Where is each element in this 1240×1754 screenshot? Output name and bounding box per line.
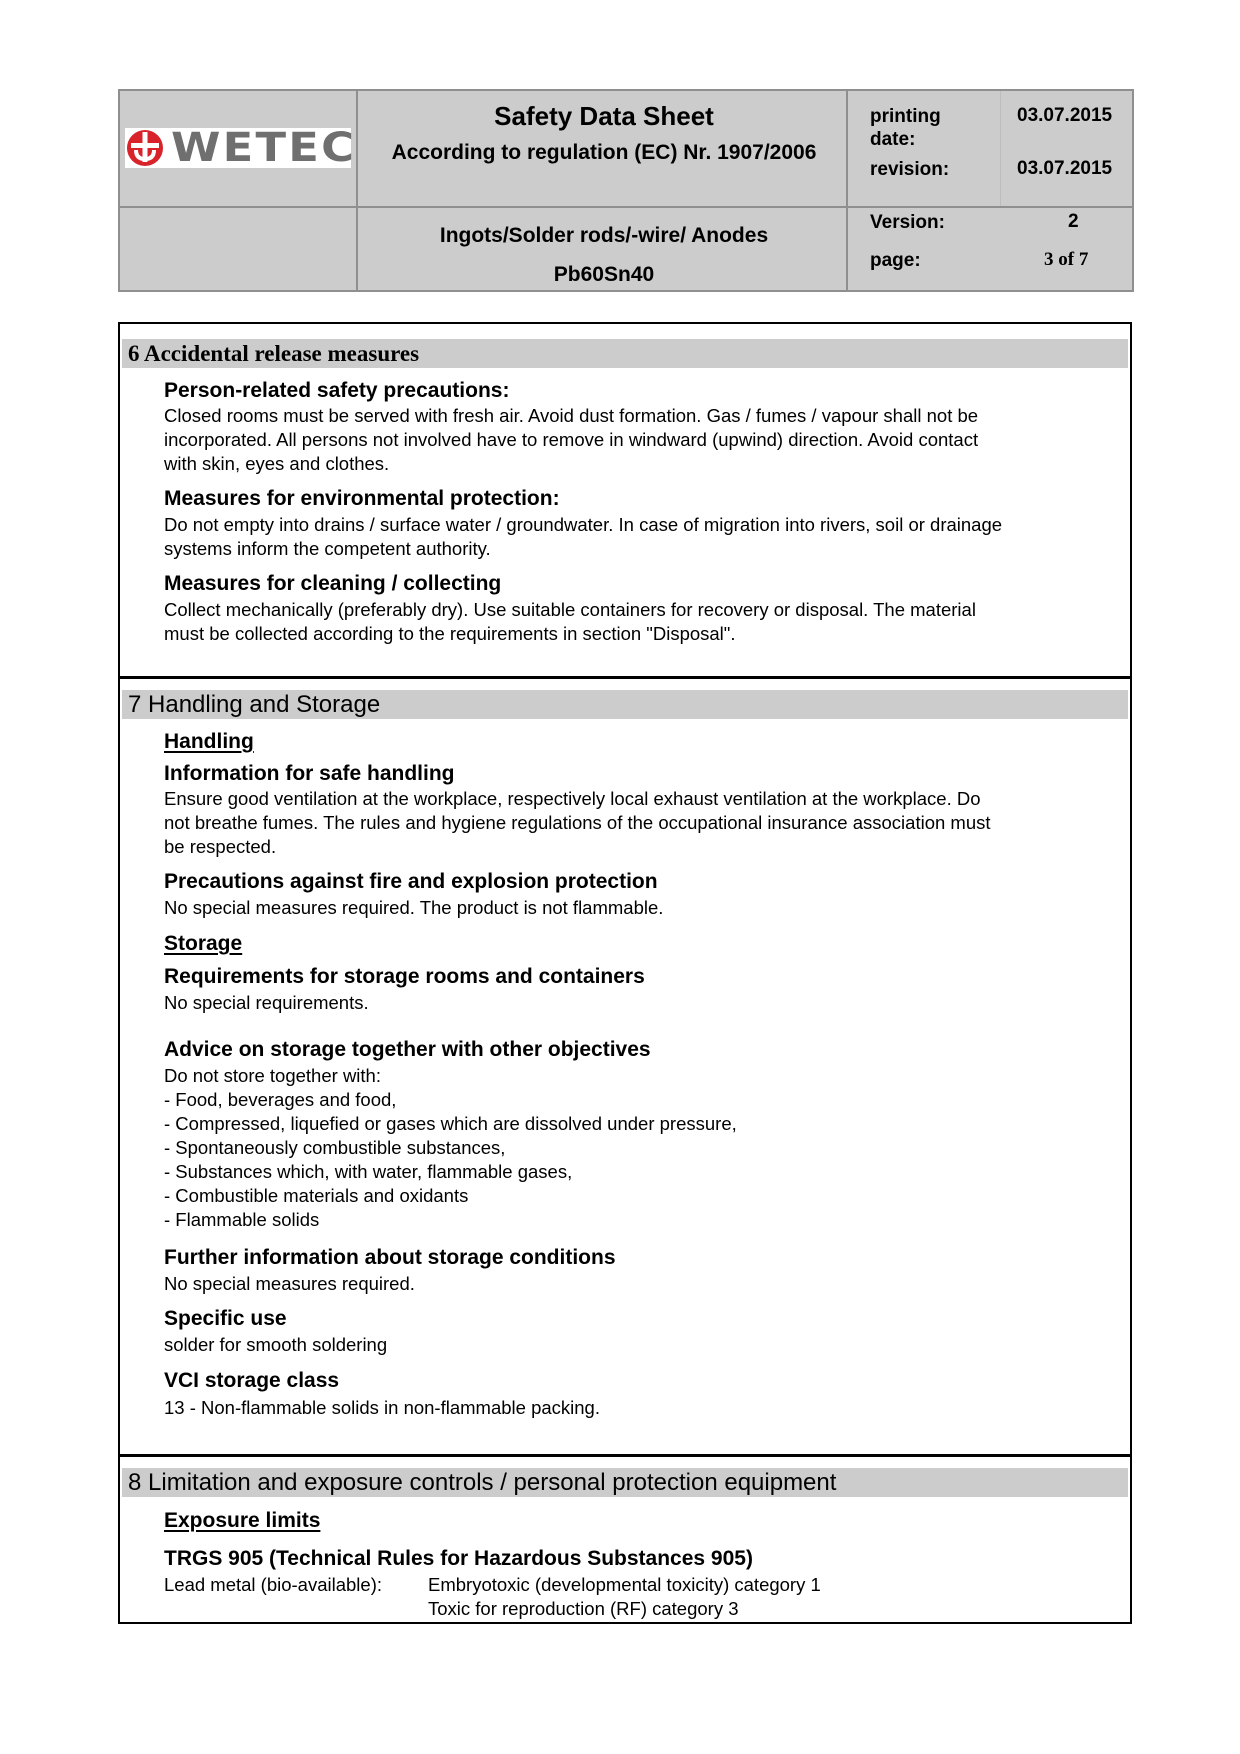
header-divider xyxy=(1000,91,1001,206)
text-line: 13 - Non-flammable solids in non-flammable packing. xyxy=(164,1397,600,1418)
classification-item: Embryotoxic (developmental toxicity) category 1 xyxy=(428,1574,821,1595)
printing-date-label xyxy=(870,105,941,151)
section-paragraph xyxy=(164,1396,1119,1420)
product-code: Pb60Sn40 xyxy=(553,263,655,286)
text-line: solder for smooth soldering xyxy=(164,1334,388,1355)
page-label: page: xyxy=(870,250,921,271)
text-line: systems inform the competent authority. xyxy=(164,538,491,559)
section-heading: Advice on storage together with other objectives xyxy=(164,1038,651,1061)
product-name: Ingots/Solder rods/-wire/ Anodes xyxy=(439,224,769,247)
header-divider xyxy=(120,206,1132,208)
revision-value: 03.07.2015 xyxy=(1017,158,1113,179)
section-paragraph xyxy=(164,1064,1119,1232)
text-line: No special requirements. xyxy=(164,992,369,1013)
section-paragraph xyxy=(164,991,1119,1015)
version-label: Version: xyxy=(870,212,945,233)
document-header xyxy=(118,89,1134,292)
printing-date-label-line2: date: xyxy=(870,129,916,150)
section-heading: Specific use xyxy=(164,1307,287,1330)
wetec-emblem-icon xyxy=(125,128,165,168)
section-paragraph xyxy=(164,598,1119,646)
list-item: - Compressed, liquefied or gases which are dissolved under pressure, xyxy=(164,1113,737,1134)
logo-wordmark: WETEC xyxy=(171,125,357,171)
section-paragraph xyxy=(164,404,1119,476)
regulation-subtitle: According to regulation (EC) Nr. 1907/2006 xyxy=(391,141,817,164)
storage-subheading: Storage xyxy=(164,932,243,955)
section-paragraph xyxy=(164,1272,1119,1296)
section-paragraph xyxy=(164,1333,1119,1357)
text-line: must be collected according to the requirements in section "Disposal". xyxy=(164,623,736,644)
text-line: Do not empty into drains / surface water / groundwater. In case of migration into rivers, soil or drainage xyxy=(164,514,1003,535)
text-line: not breathe fumes. The rules and hygiene regulations of the occupational insurance association must xyxy=(164,812,991,833)
list-item: - Flammable solids xyxy=(164,1209,320,1230)
section-paragraph xyxy=(164,896,1119,920)
printing-date-value: 03.07.2015 xyxy=(1017,105,1113,126)
section-heading: VCI storage class xyxy=(164,1369,340,1392)
section-heading: Precautions against fire and explosion protection xyxy=(164,870,658,893)
revision-label: revision: xyxy=(870,159,950,180)
company-logo xyxy=(125,125,357,171)
classification-item: Toxic for reproduction (RF) category 3 xyxy=(428,1598,739,1619)
section-heading: Further information about storage conditions xyxy=(164,1246,616,1269)
section-heading: Requirements for storage rooms and containers xyxy=(164,965,645,988)
text-line: No special measures required. xyxy=(164,1273,415,1294)
text-line: No special measures required. The product is not flammable. xyxy=(164,897,664,918)
text-line: Ensure good ventilation at the workplace, respectively local exhaust ventilation at the workplace. Do xyxy=(164,788,981,809)
list-item: - Combustible materials and oxidants xyxy=(164,1185,469,1206)
section-8-title: 8 Limitation and exposure controls / personal protection equipment xyxy=(128,1469,837,1496)
substance-label: Lead metal (bio-available): xyxy=(164,1574,383,1595)
section-heading: TRGS 905 (Technical Rules for Hazardous Substances 905) xyxy=(164,1547,753,1570)
section-heading: Measures for cleaning / collecting xyxy=(164,572,502,595)
section-heading: Person-related safety precautions: xyxy=(164,379,510,402)
text-line: incorporated. All persons not involved have to remove in windward (upwind) direction. Avoid contact xyxy=(164,429,979,450)
printing-date-label-line1: printing xyxy=(870,106,941,127)
handling-subheading: Handling xyxy=(164,730,254,753)
section-8-title-bar xyxy=(122,1468,1128,1497)
list-item: - Substances which, with water, flammable gases, xyxy=(164,1161,573,1182)
sds-content xyxy=(118,322,1132,1624)
section-divider xyxy=(120,676,1130,679)
text-line: Collect mechanically (preferably dry). Use suitable containers for recovery or disposal. The material xyxy=(164,599,976,620)
list-item: - Spontaneously combustible substances, xyxy=(164,1137,506,1158)
text-line: Closed rooms must be served with fresh air. Avoid dust formation. Gas / fumes / vapour shall not be xyxy=(164,405,979,426)
section-6-title: 6 Accidental release measures xyxy=(128,341,420,366)
section-7-title-bar xyxy=(122,690,1128,719)
exposure-limits-subheading: Exposure limits xyxy=(164,1509,321,1532)
header-divider xyxy=(356,91,358,290)
section-paragraph xyxy=(164,787,1119,859)
version-value: 2 xyxy=(1068,211,1079,232)
section-7-title: 7 Handling and Storage xyxy=(128,691,381,718)
list-item: - Food, beverages and food, xyxy=(164,1089,397,1110)
text-line: be respected. xyxy=(164,836,277,857)
section-paragraph xyxy=(164,513,1119,561)
section-heading: Information for safe handling xyxy=(164,762,455,785)
text-line: with skin, eyes and clothes. xyxy=(164,453,390,474)
document-title: Safety Data Sheet xyxy=(494,101,714,131)
section-divider xyxy=(120,1454,1130,1457)
section-6-title-bar xyxy=(122,339,1128,368)
text-line: Do not store together with: xyxy=(164,1065,381,1086)
section-heading: Measures for environmental protection: xyxy=(164,487,560,510)
page-value: 3 of 7 xyxy=(1044,249,1089,270)
